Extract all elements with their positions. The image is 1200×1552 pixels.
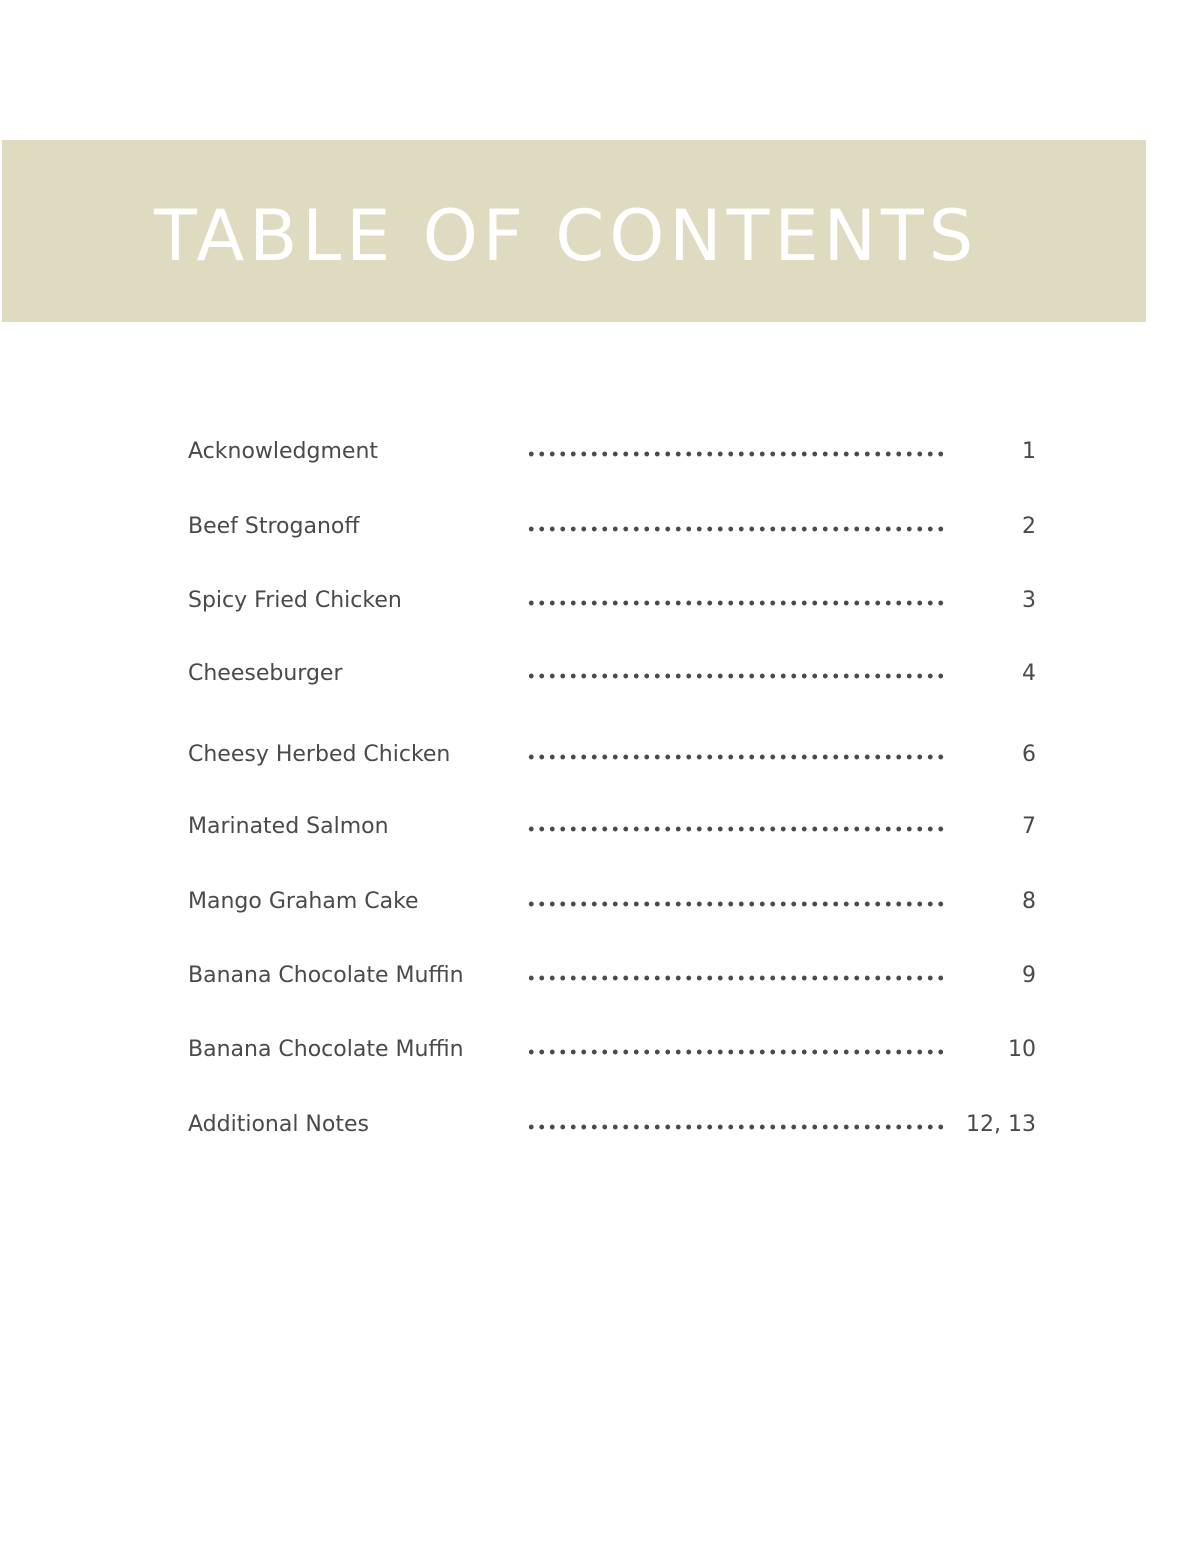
- dot-leader: [526, 754, 946, 760]
- dot-leader: [526, 901, 946, 907]
- entry-label: Marinated Salmon: [188, 814, 389, 839]
- toc-entry[interactable]: [188, 808, 1048, 848]
- dot-leader: [526, 526, 946, 532]
- entry-page-number: 6: [1022, 742, 1036, 767]
- page-title: TABLE OF CONTENTS: [154, 195, 979, 277]
- toc-entry[interactable]: [188, 508, 1048, 548]
- toc-entry[interactable]: [188, 655, 1048, 695]
- entry-label: Spicy Fried Chicken: [188, 588, 402, 613]
- entry-page-number: 7: [1022, 814, 1036, 839]
- entry-page-number: 9: [1022, 963, 1036, 988]
- dot-leader: [526, 1124, 946, 1130]
- toc-entry[interactable]: [188, 1106, 1048, 1146]
- dot-leader: [526, 673, 946, 679]
- toc-entry[interactable]: [188, 883, 1048, 923]
- dot-leader: [526, 975, 946, 981]
- entry-label: Banana Chocolate Muffin: [188, 1037, 464, 1062]
- entry-page-number: 12, 13: [966, 1112, 1036, 1137]
- dot-leader: [526, 451, 946, 457]
- entry-label: Mango Graham Cake: [188, 889, 419, 914]
- entry-label: Banana Chocolate Muffin: [188, 963, 464, 988]
- entry-page-number: 10: [1008, 1037, 1036, 1062]
- entry-label: Cheesy Herbed Chicken: [188, 742, 451, 767]
- dot-leader: [526, 826, 946, 832]
- entry-page-number: 4: [1022, 661, 1036, 686]
- entry-label: Additional Notes: [188, 1112, 369, 1137]
- entry-page-number: 1: [1022, 439, 1036, 464]
- dot-leader: [526, 1049, 946, 1055]
- toc-entry[interactable]: [188, 433, 1048, 473]
- toc-entry[interactable]: [188, 957, 1048, 997]
- toc-entry[interactable]: [188, 582, 1048, 622]
- entry-label: Beef Stroganoff: [188, 514, 360, 539]
- entry-page-number: 8: [1022, 889, 1036, 914]
- toc-entry[interactable]: [188, 1031, 1048, 1071]
- dot-leader: [526, 600, 946, 606]
- entry-label: Cheeseburger: [188, 661, 343, 686]
- entry-label: Acknowledgment: [188, 439, 379, 464]
- entry-page-number: 2: [1022, 514, 1036, 539]
- entry-page-number: 3: [1022, 588, 1036, 613]
- toc-entry[interactable]: [188, 736, 1048, 776]
